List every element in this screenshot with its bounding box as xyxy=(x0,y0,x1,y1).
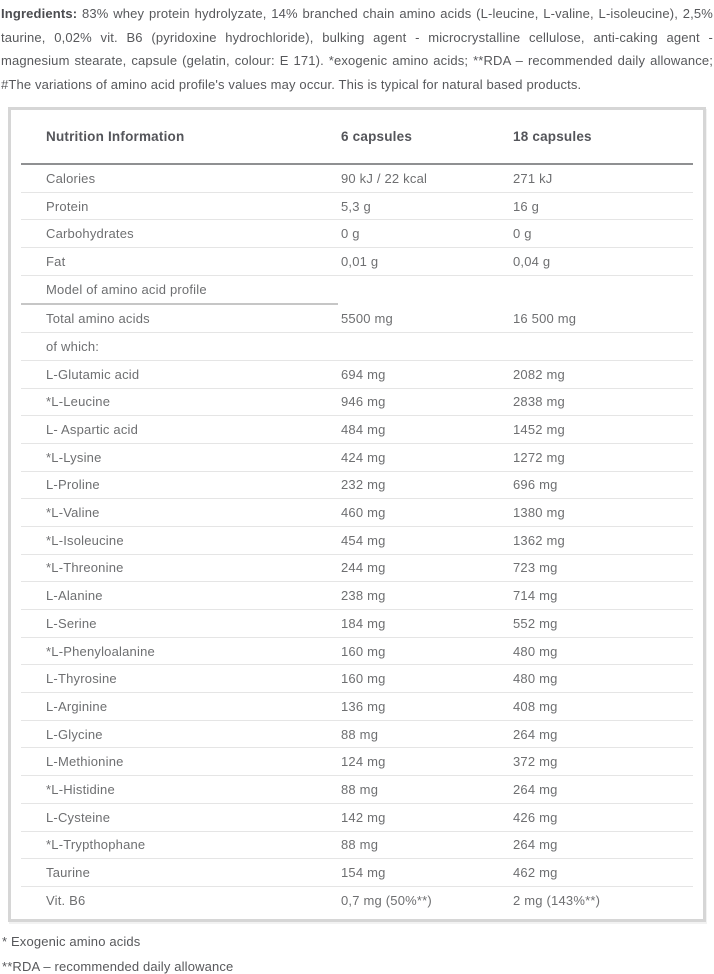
row-label: Taurine xyxy=(46,865,91,881)
row-value-6caps: 232 mg xyxy=(341,477,386,493)
row-value-18caps: 1452 mg xyxy=(513,422,565,438)
table-row xyxy=(21,472,693,500)
table-row xyxy=(21,165,693,193)
row-value-18caps: 714 mg xyxy=(513,588,558,604)
row-value-18caps: 2838 mg xyxy=(513,394,565,410)
row-label: Protein xyxy=(46,198,89,214)
row-label: L-Serine xyxy=(46,615,97,631)
table-row xyxy=(21,276,693,304)
row-label: *L-Phenyloalanine xyxy=(46,643,155,659)
table-row xyxy=(21,832,693,860)
row-value-18caps: 264 mg xyxy=(513,837,558,853)
row-value-18caps: 264 mg xyxy=(513,726,558,742)
row-value-18caps: 0 g xyxy=(513,226,532,242)
table-row xyxy=(21,361,693,389)
row-label: *L-Threonine xyxy=(46,560,124,576)
row-label: *L-Histidine xyxy=(46,781,115,797)
row-value-6caps: 90 kJ / 22 kcal xyxy=(341,170,428,186)
row-value-18caps: 0,04 g xyxy=(513,253,551,269)
row-value-6caps: 136 mg xyxy=(341,698,386,714)
row-value-18caps: 552 mg xyxy=(513,615,558,631)
row-value-6caps: 460 mg xyxy=(341,505,386,521)
table-row xyxy=(21,582,693,610)
row-label: L-Cysteine xyxy=(46,809,111,825)
row-label: L-Proline xyxy=(46,477,100,493)
row-value-6caps: 88 mg xyxy=(341,837,379,853)
table-row xyxy=(21,638,693,666)
row-value-6caps: 424 mg xyxy=(341,449,386,465)
row-value-6caps: 88 mg xyxy=(341,726,379,742)
row-value-6caps: 0,01 g xyxy=(341,253,379,269)
row-value-18caps: 1380 mg xyxy=(513,505,565,521)
table-row xyxy=(21,804,693,832)
row-value-18caps: 271 kJ xyxy=(513,170,553,186)
row-value-6caps: 160 mg xyxy=(341,643,386,659)
row-value-18caps: 2 mg (143%**) xyxy=(513,893,601,909)
table-row xyxy=(21,499,693,527)
header-18-capsules: 18 capsules xyxy=(513,129,592,144)
table-row xyxy=(21,416,693,444)
row-value-18caps: 408 mg xyxy=(513,698,558,714)
row-label: *L-Lysine xyxy=(46,449,102,465)
table-row xyxy=(21,444,693,472)
row-label: L-Thyrosine xyxy=(46,671,117,687)
row-value-18caps: 480 mg xyxy=(513,643,558,659)
table-row xyxy=(21,555,693,583)
row-value-6caps: 124 mg xyxy=(341,754,386,770)
row-value-6caps: 694 mg xyxy=(341,366,386,382)
row-value-6caps: 454 mg xyxy=(341,532,386,548)
table-row xyxy=(21,193,693,221)
row-value-6caps: 88 mg xyxy=(341,781,379,797)
table-body xyxy=(21,165,693,915)
row-label: Total amino acids xyxy=(46,311,150,327)
row-value-6caps: 5,3 g xyxy=(341,198,371,214)
row-label: L- Aspartic acid xyxy=(46,422,139,438)
row-value-6caps: 0 g xyxy=(341,226,360,242)
row-value-18caps: 16 g xyxy=(513,198,540,214)
footnote-exogenic: * Exogenic amino acids xyxy=(2,933,141,949)
row-value-18caps: 2082 mg xyxy=(513,366,565,382)
row-value-6caps: 946 mg xyxy=(341,394,386,410)
row-label: L-Alanine xyxy=(46,588,103,604)
row-label: of which: xyxy=(46,338,100,354)
row-label: L-Glycine xyxy=(46,726,103,742)
table-row xyxy=(21,887,693,915)
row-value-6caps: 238 mg xyxy=(341,588,386,604)
table-row xyxy=(21,693,693,721)
row-label: Fat xyxy=(46,253,66,269)
row-value-6caps: 154 mg xyxy=(341,865,386,881)
row-value-18caps: 480 mg xyxy=(513,671,558,687)
header-6-capsules: 6 capsules xyxy=(341,129,413,144)
row-value-18caps: 723 mg xyxy=(513,560,558,576)
table-row xyxy=(21,665,693,693)
row-value-6caps: 5500 mg xyxy=(341,311,393,327)
table-row xyxy=(21,748,693,776)
table-header-row xyxy=(21,110,693,165)
row-value-18caps: 462 mg xyxy=(513,865,558,881)
row-value-6caps: 484 mg xyxy=(341,422,386,438)
table-row xyxy=(21,389,693,417)
ingredients-text: 83% whey protein hydrolyzate, 14% branched chain amino acids (L-leucine, L-valine, L-isoleucine), 2,5% taurine, 0,02% vit. B6 (pyridoxine hydrochloride), bulking agent - microcrystalline cellulose, anti-caking agent - magnesium stearate, capsule (gelatin, colour: E 171). *exogenic amino acids; **RDA – recommended daily allowance; #The variations of amino acid profile's values may occur. This is typical for natural based products. xyxy=(1,6,713,92)
row-label: Model of amino acid profile xyxy=(46,282,207,298)
row-value-18caps: 264 mg xyxy=(513,781,558,797)
table-row xyxy=(21,248,693,276)
row-label: L-Glutamic acid xyxy=(46,366,140,382)
ingredients-label: Ingredients: xyxy=(1,6,78,21)
row-value-18caps: 426 mg xyxy=(513,809,558,825)
table-row xyxy=(21,333,693,361)
table-row xyxy=(21,527,693,555)
table-row xyxy=(21,220,693,248)
table-row xyxy=(21,305,693,333)
header-nutrition-information: Nutrition Information xyxy=(46,129,185,144)
table-row xyxy=(21,859,693,887)
row-value-18caps: 16 500 mg xyxy=(513,311,577,327)
table-row xyxy=(21,610,693,638)
row-label: *L-Isoleucine xyxy=(46,532,124,548)
table-row xyxy=(21,721,693,749)
row-value-6caps: 244 mg xyxy=(341,560,386,576)
row-value-6caps: 0,7 mg (50%**) xyxy=(341,893,432,909)
row-value-18caps: 696 mg xyxy=(513,477,558,493)
ingredients-paragraph xyxy=(1,2,713,96)
row-label: L-Methionine xyxy=(46,754,124,770)
row-value-18caps: 1272 mg xyxy=(513,449,565,465)
table-row xyxy=(21,776,693,804)
row-value-6caps: 184 mg xyxy=(341,615,386,631)
row-value-6caps: 142 mg xyxy=(341,809,386,825)
row-label: *L-Valine xyxy=(46,505,100,521)
nutrition-table xyxy=(8,107,706,922)
row-value-18caps: 1362 mg xyxy=(513,532,565,548)
footnote-rda: **RDA – recommended daily allowance xyxy=(2,958,234,974)
row-label: Calories xyxy=(46,170,96,186)
row-label: Vit. B6 xyxy=(46,893,86,909)
row-value-18caps: 372 mg xyxy=(513,754,558,770)
row-label: Carbohydrates xyxy=(46,226,134,242)
row-label: *L-Leucine xyxy=(46,394,111,410)
row-label: *L-Trypthophane xyxy=(46,837,146,853)
row-label: L-Arginine xyxy=(46,698,108,714)
row-value-6caps: 160 mg xyxy=(341,671,386,687)
